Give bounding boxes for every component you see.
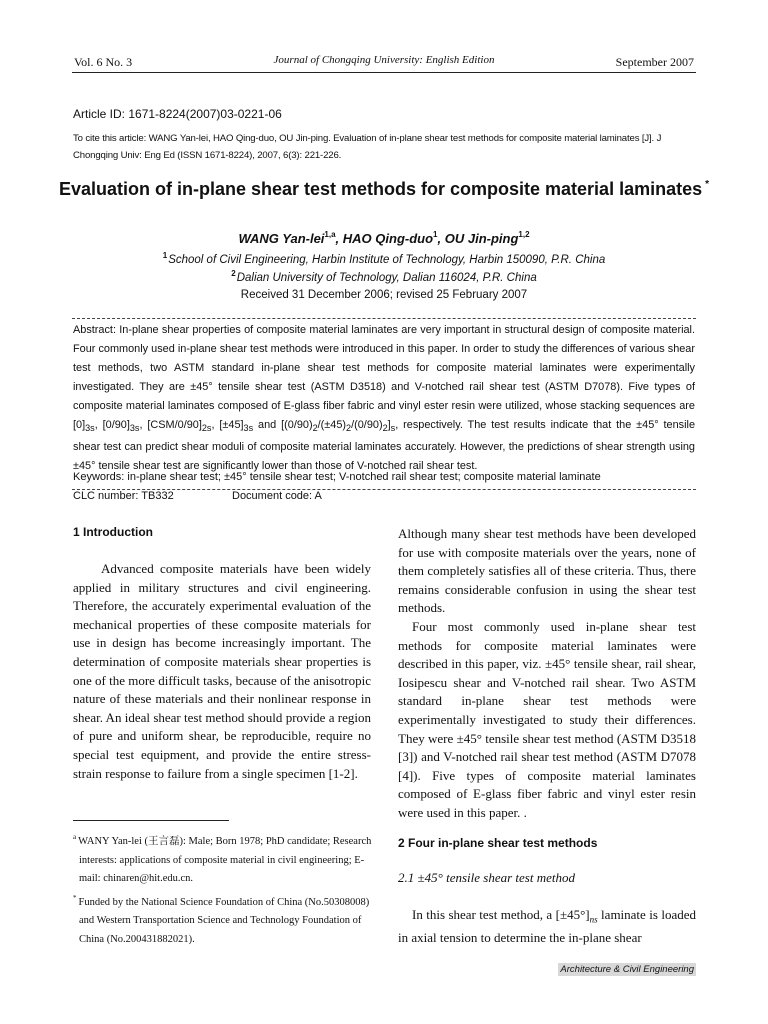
- journal-name: Journal of Chongqing University: English Edition: [273, 54, 495, 66]
- keywords: Keywords: in-plane shear test; ±45° tensile shear test; V-notched rail shear test; composite material laminate: [73, 471, 601, 483]
- affiliation-1: [40, 251, 728, 266]
- abstract-text: , [CSM/0/90]: [139, 419, 202, 431]
- subsection-heading: 2.1 ±45° tensile shear test method: [398, 870, 575, 885]
- abstract-text: /(0/90): [351, 419, 383, 431]
- clc-number: CLC number: TB332: [73, 490, 174, 502]
- author-sup: 1,a: [324, 230, 336, 239]
- abstract-text: , [0/90]: [94, 419, 130, 431]
- paragraph-text: In this shear test method, a [±45°]: [412, 907, 590, 922]
- classification-line: [73, 490, 322, 502]
- subscript: 3s: [129, 423, 140, 434]
- author-sep: ,: [437, 231, 445, 246]
- methods-paragraph: [398, 906, 696, 948]
- paragraph: Although many shear test methods have been developed for use with composite materials over the years, none of them completely satisfies all of these criteria. Thus, there remains considerable confusion in using the shear test methods.: [398, 526, 696, 616]
- footnote-rule: [73, 820, 229, 821]
- paragraph: Advanced composite materials have been widely applied in military structures and civil engineering. Therefore, the accurately experimental evaluation of the mechanical properties of these composite materials for use in design has become increasingly important. The determination of composite materials shear properties is one of the more difficult tasks, because of the anisotropic nature of these materials and their nonlinear response in shear. An ideal shear test method should provide a region of pure and uniform shear, be reproducible, require no special test equipment, and provide the entire stress-strain response to failure from a single specimen [1-2].: [73, 561, 371, 781]
- subscript: 2: [346, 423, 352, 434]
- author-name: HAO Qing-duo: [342, 231, 434, 246]
- title-footnote-mark: *: [705, 179, 710, 190]
- paragraph: Four most commonly used in-plane shear test methods for composite material laminates were described in this paper, viz. ±45° tensile shear, rail shear, Iosipescu shear and V-notched rail shear. Two ASTM standard in-plane shear test methods were experimentally investigated to study their differences. They were ±45° tensile shear test method (ASTM D3518 [3]) and V-notched rail shear test method (ASTM D7078 [4]). Five types of composite material laminates composed of E-glass fiber fabric and vinyl ester resin were used in this paper. .: [398, 618, 696, 820]
- footnote-author: [73, 828, 373, 889]
- subscript: 2s: [201, 423, 212, 434]
- abstract-text: , [±45]: [211, 419, 244, 431]
- abstract-label: Abstract:: [73, 324, 116, 336]
- paragraph-text: laminate is loaded in axial tension to determine the in-plane shear: [398, 907, 696, 946]
- abstract-text: In-plane shear properties of composite material laminates are very important in structural design of composite material. Four commonly used in-plane shear test methods were introduced in this paper. In order to study the differences of various shear test methods, two ASTM standard in-plane shear test methods for composite material laminates were experimentally investigated. They are ±45° tensile shear test (ASTM D3518) and V-notched rail shear test (ASTM D7078). Five types of composite material laminates composed of E-glass fiber fabric and vinyl ester resin were utilized, whose stacking sequences are [0]: [73, 324, 695, 431]
- affiliation-text: School of Civil Engineering, Harbin Institute of Technology, Harbin 150090, P.R. China: [168, 254, 606, 266]
- article-id: Article ID: 1671-8224(2007)03-0221-06: [73, 107, 282, 121]
- author-name: WANG Yan-lei: [238, 231, 325, 246]
- affiliation-text: Dalian University of Technology, Dalian 116024, P.R. China: [236, 272, 537, 284]
- document-code: Document code: A: [232, 490, 322, 502]
- title-text: Evaluation of in-plane shear test methods for composite material laminates: [58, 179, 703, 199]
- right-column-body: [398, 525, 696, 823]
- subscript: 2: [382, 423, 388, 434]
- section-heading-introduction: 1 Introduction: [73, 525, 153, 539]
- abstract-text: ]: [387, 419, 391, 431]
- received-dates: Received 31 December 2006; revised 25 February 2007: [240, 289, 528, 301]
- footnote-mark: *: [73, 893, 77, 902]
- volume-issue: Vol. 6 No. 3: [74, 55, 133, 69]
- paper-title: [40, 179, 728, 200]
- publication-date: September 2007: [615, 55, 694, 69]
- author-sep: ,: [335, 231, 343, 246]
- affiliation-mark: 2: [231, 269, 236, 278]
- section-footer-tag: Architecture & Civil Engineering: [560, 964, 694, 975]
- affiliation-2: [40, 269, 728, 284]
- subscript: ns: [589, 914, 598, 925]
- footnote-mark: a: [73, 833, 77, 841]
- abstract: [73, 321, 695, 476]
- abstract-top-divider: [72, 318, 696, 319]
- subscript: 3s: [243, 423, 254, 434]
- footnote-text: WANY Yan-lei (王言磊): Male; Born 1978; PhD candidate; Research interests: applications of composite material in civil engineering; E-mail: chinaren@hit.edu.cn.: [78, 836, 372, 885]
- introduction-body: [73, 560, 371, 783]
- subscript: 2: [312, 423, 318, 434]
- footnote-text: Funded by the National Science Foundation of China (No.50308008) and Western Transportation Science and Technology Foundation of China (No.200431882021).: [78, 896, 370, 945]
- author-sup: 1,2: [518, 230, 530, 239]
- author-list: [40, 230, 728, 246]
- section-heading-methods: 2 Four in-plane shear test methods: [398, 836, 598, 850]
- subscript: 3s: [85, 423, 95, 434]
- footnote-funding: [73, 889, 373, 950]
- affiliation-mark: 1: [162, 251, 168, 260]
- citation: To cite this article: WANG Yan-lei, HAO Qing-duo, OU Jin-ping. Evaluation of in-plane shear test methods for composite material laminates [J]. J Chongqing Univ: Eng Ed (ISSN 1671-8224), 2007, 6(3): 221-226.: [73, 133, 662, 161]
- footnotes: [73, 828, 373, 950]
- running-header: [72, 52, 696, 73]
- author-name: OU Jin-ping: [444, 231, 519, 246]
- abstract-text: /(±45): [317, 419, 347, 431]
- author-sup: 1: [433, 230, 438, 239]
- abstract-text: , respectively. The test results indicate that the ±45° tensile shear test can predict shear moduli of composite material laminates accurately. However, the predictions of shear strength using ±45° tensile shear test are significantly lower than those of V-notched rail shear test.: [73, 419, 695, 473]
- abstract-text: and [(0/90): [253, 419, 313, 431]
- subscript: s: [390, 423, 396, 434]
